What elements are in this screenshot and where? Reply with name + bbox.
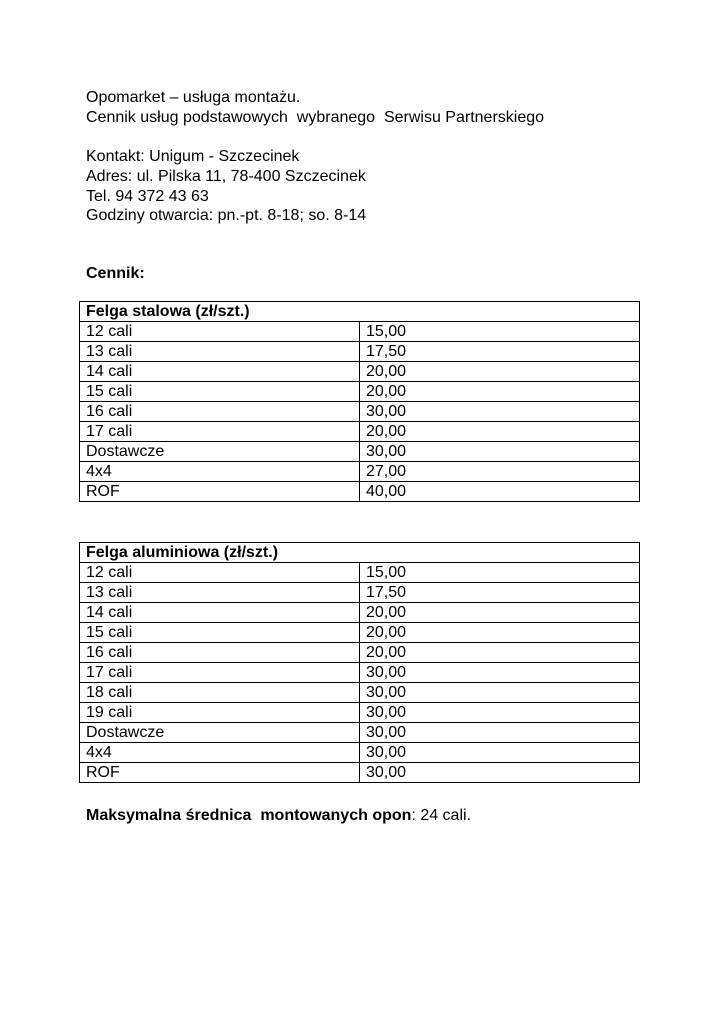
row-price: 20,00 [360, 603, 640, 623]
row-name: 16 cali [80, 402, 360, 422]
row-price: 17,50 [360, 583, 640, 603]
row-price: 30,00 [360, 683, 640, 703]
row-price: 30,00 [360, 743, 640, 763]
contact-name: Kontakt: Unigum - Szczecinek [86, 148, 300, 165]
table-row [80, 563, 640, 583]
contact-hours: Godziny otwarcia: pn.-pt. 8-18; so. 8-14 [86, 207, 367, 224]
max-diameter-note [86, 806, 471, 826]
row-name: 16 cali [80, 643, 360, 663]
table-header-row [80, 302, 640, 322]
table-row [80, 462, 640, 482]
row-name: 15 cali [80, 623, 360, 643]
row-price: 17,50 [360, 342, 640, 362]
table-row [80, 703, 640, 723]
row-price: 40,00 [360, 482, 640, 502]
row-name: 14 cali [80, 362, 360, 382]
row-price: 30,00 [360, 663, 640, 683]
table-row [80, 723, 640, 743]
row-name: 12 cali [80, 563, 360, 583]
table-row [80, 362, 640, 382]
row-price: 20,00 [360, 382, 640, 402]
table-row [80, 743, 640, 763]
table-row [80, 322, 640, 342]
table-row [80, 663, 640, 683]
price-list-heading: Cennik: [86, 265, 145, 282]
table-row [80, 382, 640, 402]
row-name: 17 cali [80, 663, 360, 683]
row-price: 30,00 [360, 763, 640, 783]
table-row [80, 603, 640, 623]
row-name: ROF [80, 482, 360, 502]
table-row [80, 422, 640, 442]
row-price: 30,00 [360, 402, 640, 422]
row-name: Dostawcze [80, 723, 360, 743]
row-price: 20,00 [360, 643, 640, 663]
contact-phone: Tel. 94 372 43 63 [86, 188, 209, 205]
header-subtitle: Cennik usług podstawowych wybranego Serwisu Partnerskiego [86, 109, 545, 126]
row-price: 30,00 [360, 703, 640, 723]
row-name: 13 cali [80, 583, 360, 603]
alu-table-title: Felga aluminiowa (zł/szt.) [80, 543, 640, 563]
max-diameter-label: Maksymalna średnica montowanych opon [86, 807, 412, 824]
row-name: 14 cali [80, 603, 360, 623]
row-price: 30,00 [360, 723, 640, 743]
row-price: 20,00 [360, 362, 640, 382]
table-row [80, 583, 640, 603]
row-name: 18 cali [80, 683, 360, 703]
row-name: 17 cali [80, 422, 360, 442]
table-row [80, 763, 640, 783]
table-row [80, 482, 640, 502]
row-name: 15 cali [80, 382, 360, 402]
row-name: 13 cali [80, 342, 360, 362]
row-name: 12 cali [80, 322, 360, 342]
table-row [80, 643, 640, 663]
row-price: 15,00 [360, 322, 640, 342]
table-row [80, 623, 640, 643]
row-price: 20,00 [360, 422, 640, 442]
row-name: 4x4 [80, 743, 360, 763]
aluminium-rim-price-table [79, 542, 640, 783]
table-row [80, 402, 640, 422]
max-diameter-value: : 24 cali. [411, 807, 472, 824]
table-row [80, 683, 640, 703]
row-price: 15,00 [360, 563, 640, 583]
row-name: 4x4 [80, 462, 360, 482]
row-name: 19 cali [80, 703, 360, 723]
header-title: Opomarket – usługa montażu. [86, 89, 301, 106]
contact-address: Adres: ul. Pilska 11, 78-400 Szczecinek [86, 168, 366, 185]
steel-table-title: Felga stalowa (zł/szt.) [80, 302, 640, 322]
table-row [80, 342, 640, 362]
table-header-row [80, 543, 640, 563]
table-row [80, 442, 640, 462]
row-price: 27,00 [360, 462, 640, 482]
row-price: 30,00 [360, 442, 640, 462]
row-price: 20,00 [360, 623, 640, 643]
steel-rim-price-table [79, 301, 640, 502]
row-name: Dostawcze [80, 442, 360, 462]
row-name: ROF [80, 763, 360, 783]
